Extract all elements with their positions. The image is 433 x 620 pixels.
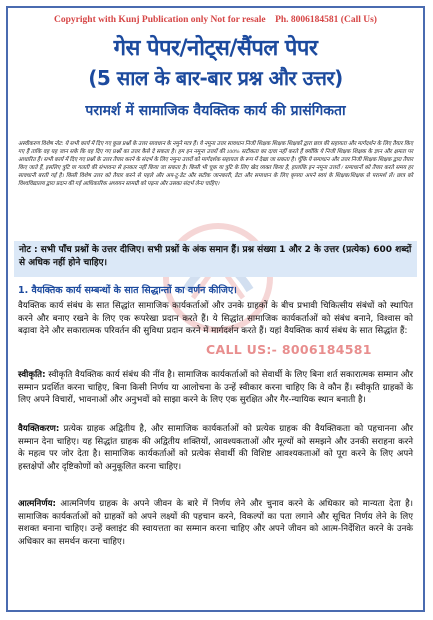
paragraph-text: स्वीकृति वैयक्तिक कार्य संबंध की नींव है। सामाजिक कार्यकर्ताओं को सेवार्थी के लिए बिना शर्त सकारात्मक सम्मान और सम्मान प्रदर्शित करना चाहिए, बिना किसी निर्णय या आलोचना के उन्हें स्वीकार करना चाहिए कि वे कौन हैं। स्वीकृति ग्राहकों के लिए अपने विचारों, भावनाओं और अनुभवों को साझा करने के लिए एक सुरक्षित और गैर-न्यायिक स्थान बनाती है।: [18, 370, 413, 406]
answer-paragraph-intro: [18, 300, 413, 338]
title-line-2: (5 साल के बार-बार प्रश्न और उत्तर): [88, 66, 343, 90]
paragraph-term: स्वीकृति:: [18, 370, 46, 380]
paragraph-term: आत्मनिर्णय:: [18, 499, 56, 509]
document-page: [6, 6, 425, 612]
header-phone: Ph. 8006184581 (Call Us): [275, 15, 377, 25]
paragraph-text: आत्मनिर्णय ग्राहक के अपने जीवन के बारे में निर्णय लेने और चुनाव करने के अधिकार को मान्यता देता है। सामाजिक कार्यकर्ताओं को ग्राहकों को अपने लक्ष्यों की पहचान करने, विकल्पों का पता लगाने और सूचित निर्णय लेने के लिए सशक्त बनाना चाहिए। उन्हें क्लाइंट की स्वायत्तता का सम्मान करना चाहिए और अपने जीवन को आत्म-निर्देशित करने के उनके अधिकार का समर्थन करना चाहिए।: [18, 499, 413, 547]
copyright-text: Copyright with Kunj Publication only Not for resale: [54, 15, 266, 25]
answer-paragraph-individualization: [18, 423, 413, 473]
phone-watermark: CALL US:- 8006184581: [206, 342, 372, 357]
copyright-line: [8, 15, 423, 25]
instruction-note: नोट : सभी पाँच प्रश्नों के उत्तर दीजिए। सभी प्रश्नों के अंक समान हैं। प्रश्न संख्या 1 और 2 के उत्तर (प्रत्येक) 600 शब्दों से अधिक नहीं होने चाहिए।: [14, 241, 417, 277]
question-heading: 1. वैयक्तिक कार्य सम्बन्धों के सात सिद्धान्तों का वर्णन कीजिए।: [18, 285, 237, 296]
paragraph-text: वैयक्तिक कार्य संबंध के सात सिद्धांत सामाजिक कार्यकर्ताओं और उनके ग्राहकों के बीच प्रभावी चिकित्सीय संबंधों को स्थापित करने और बनाए रखने के लिए एक रूपरेखा प्रदान करते हैं। ये सिद्धांत सामाजिक कार्यकर्ताओं को संबंध बनाने, विश्वास को बढ़ावा देने और सकारात्मक परिवर्तन की सुविधा प्रदान करने में मार्गदर्शन करते हैं। यहां वैयक्तिक कार्य संबंध के सात सिद्धांत हैं:: [18, 301, 413, 337]
paragraph-term: वैयक्तिकरण:: [18, 424, 60, 434]
answer-paragraph-acceptance: [18, 369, 413, 407]
answer-paragraph-self-determination: [18, 498, 413, 548]
course-subtitle: परामर्श में सामाजिक वैयक्तिक कार्य की प्रासंगिकता: [85, 103, 346, 119]
title-line-1: गेस पेपर/नोट्स/सैंपल पेपर: [113, 36, 318, 61]
paragraph-text: प्रत्येक ग्राहक अद्वितीय है, और सामाजिक कार्यकर्ताओं को प्रत्येक ग्राहक की वैयक्तिकता को पहचानना और सम्मान देना चाहिए। यह सिद्धांत ग्राहक की अद्वितीय शक्तियों, आवश्यकताओं और मूल्यों को समझने और उनकी सराहना करने के महत्व पर जोर देता है। सामाजिक कार्यकर्ताओं को प्रत्येक सेवार्थी की विशिष्ट आवश्यकताओं को पूरा करने के लिए अपने हस्तक्षेपों और दृष्टिकोणों को अनुकूलित करना चाहिए।: [18, 424, 413, 472]
disclaimer-text: अस्वीकरण विशेष नोट: ये सभी कार्य में दिए गए कुछ प्रश्नों के उत्तर सावधान के नमूने मात्र हैं। ये नमूना उत्तर सावधान निजी शिक्षक शिक्षक शिक्षकों द्वारा छात्र की सहायता और मार्गदर्शन के लिए तैयार किए गए हैं ताकि वह यह जान सके कि वह दिए गए प्रश्नों का उत्तर कैसे दे सकता है। हम इन नमूना उत्तरों की 100% सटीकता का दावा नहीं करते हैं क्योंकि ये निजी शिक्षक शिक्षक के ज्ञान और क्षमता पर आधारित हैं। सभी कार्य में दिए गए प्रश्नों के उत्तर तैयार करने के संदर्भ के लिए नमूना उत्तरों को मार्गदर्शक सहायता के रूप में देखा जा सकता है। चूँकि ये समाधान और उत्तर निजी शिक्षक शिक्षक द्वारा तैयार किए जाते हैं, इसलिए त्रुटि या गलती की संभावना से इनकार नहीं किया जा सकता है। किसी भी चूक या त्रुटि के लिए खेद व्यक्त किया है, हालांकि इन नमूना उत्तरों / समाधानों को तैयार करते समय हर सावधानी बरती गई है। किसी विशेष उत्तर को तैयार करने से पहले और अप-टू-डेट और सटीक जानकारी, डेटा और समाधान के लिए कृपया अपने स्वयं के शिक्षक/शिक्षक से परामर्श लें। छात्र को विश्वविद्यालय द्वारा प्रदान की गई आधिकारिक अध्ययन सामग्री को पढ़ना और उसका संदर्भ लेना चाहिए।: [18, 141, 413, 188]
